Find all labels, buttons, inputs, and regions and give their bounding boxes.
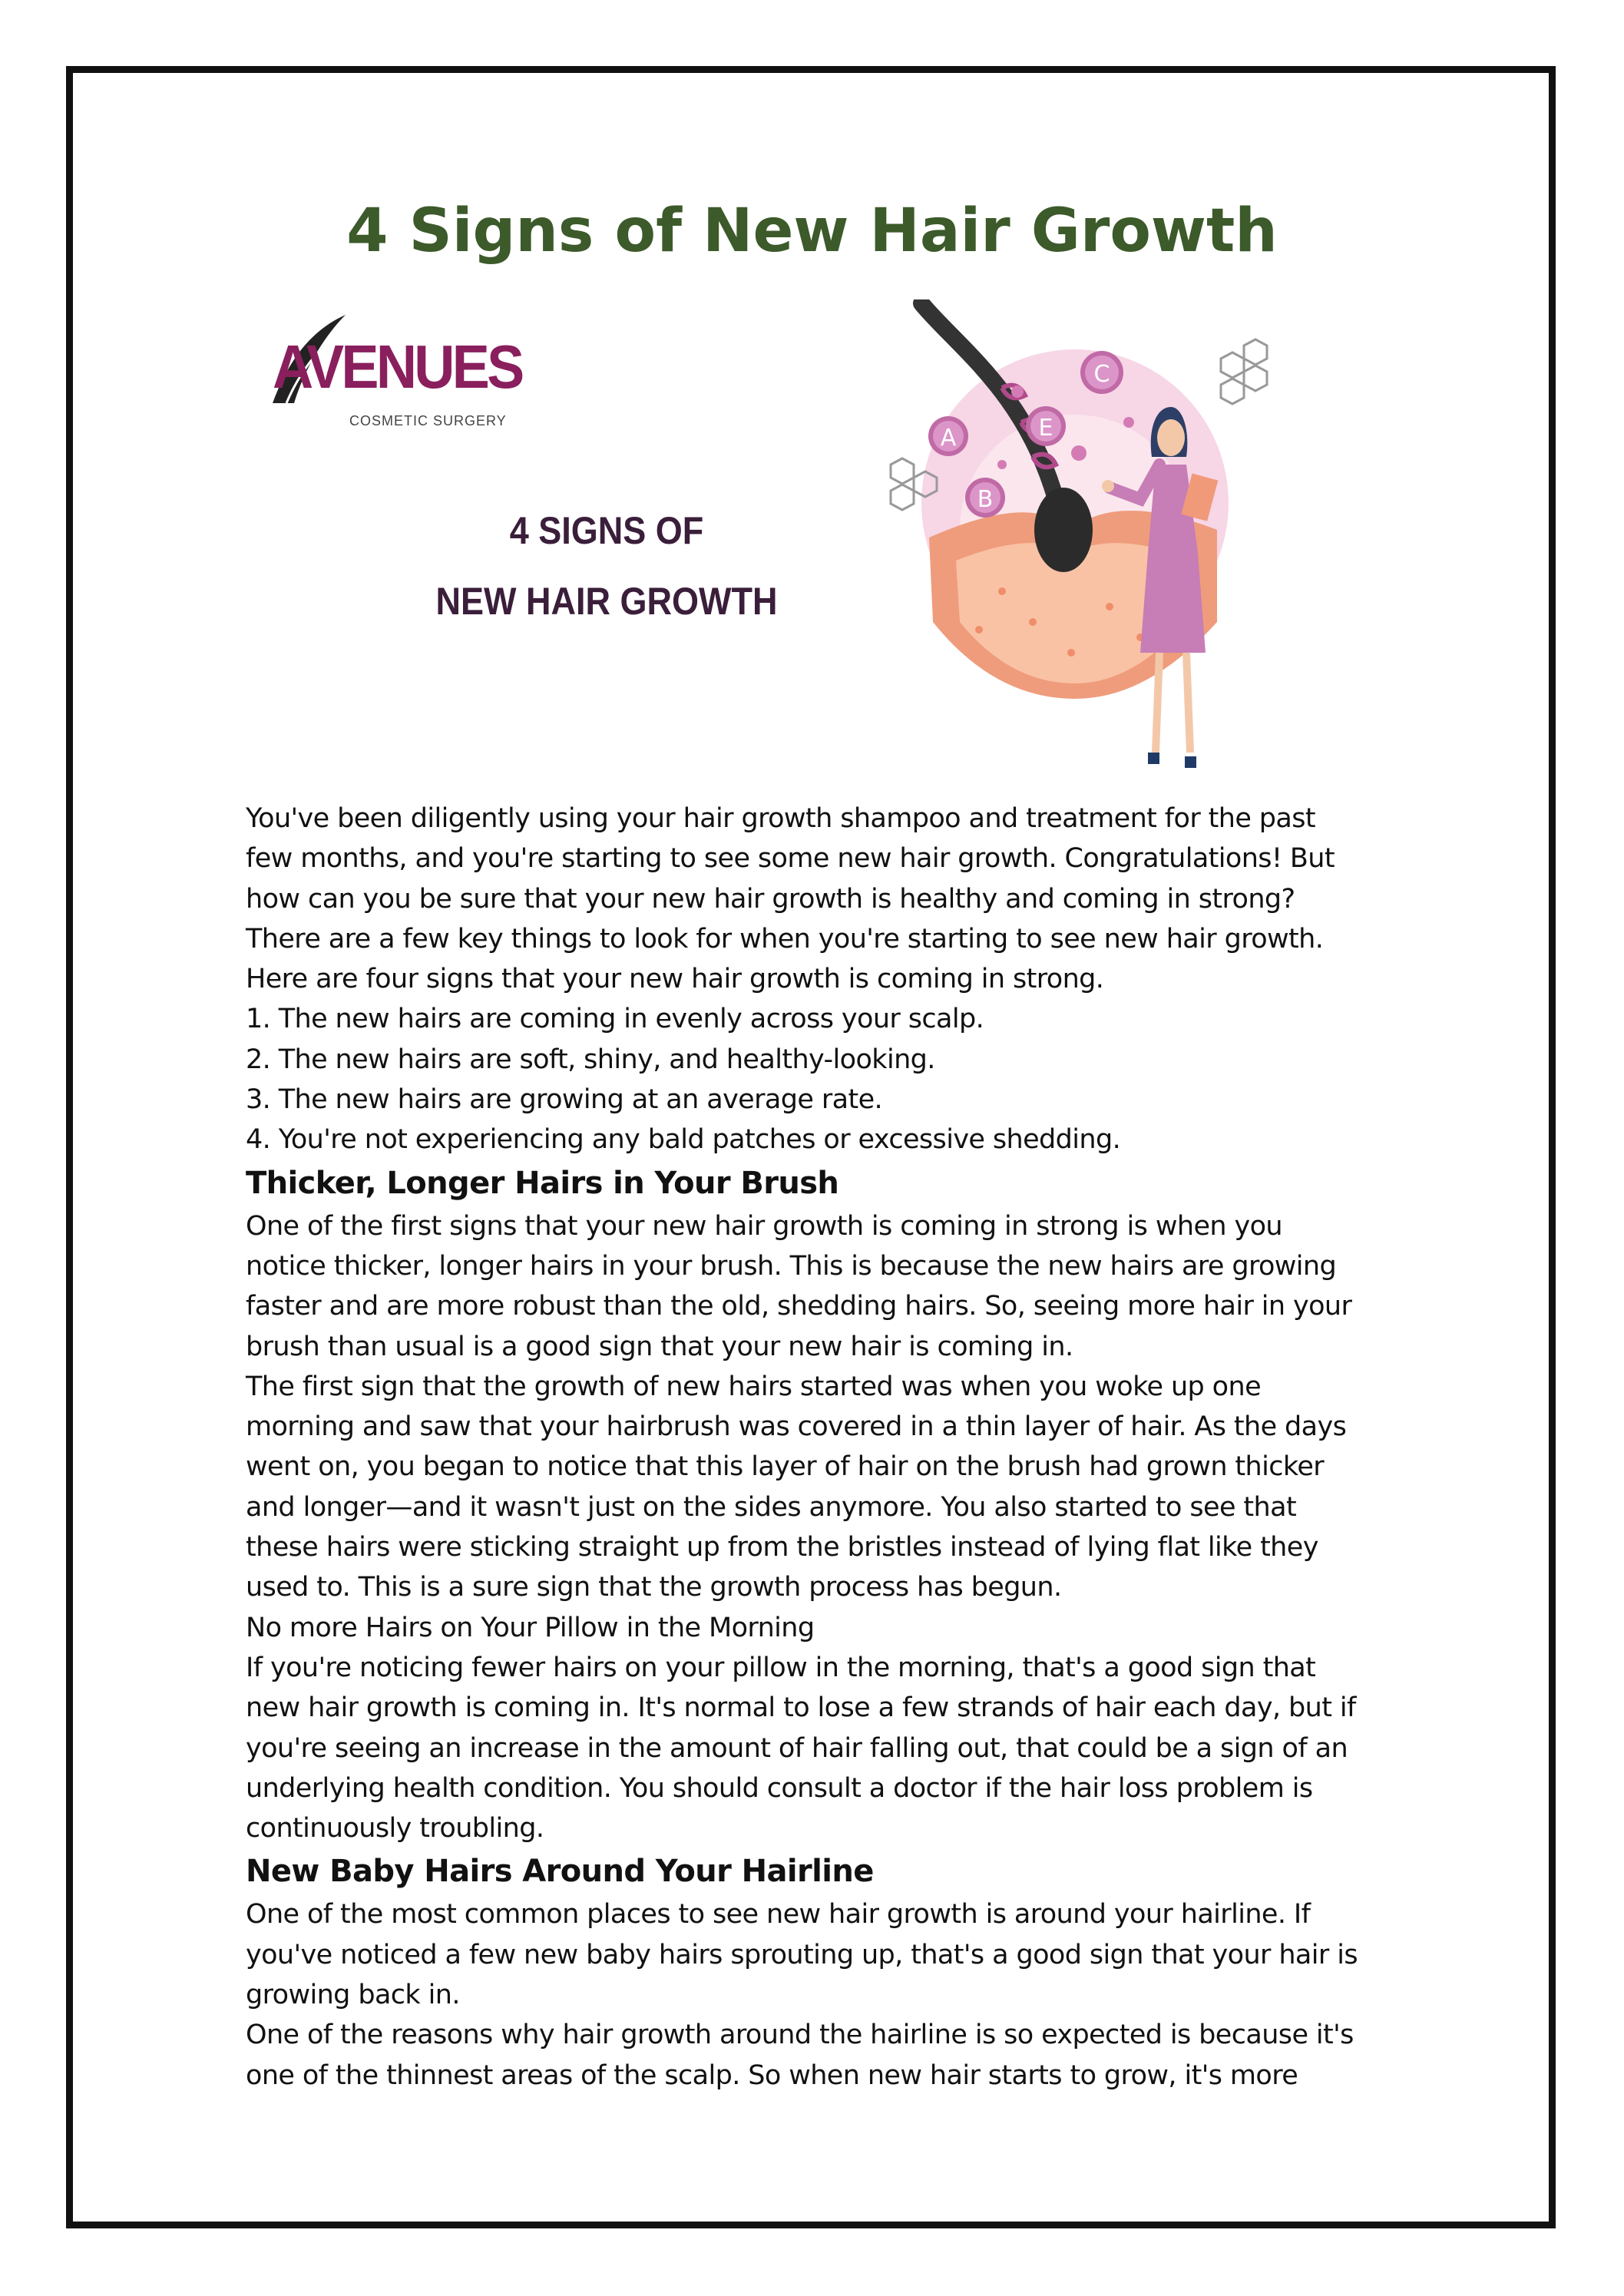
section-heading: New Baby Hairs Around Your Hairline: [246, 1854, 874, 1890]
list-item: 2. The new hairs are soft, shiny, and healthy-looking.: [246, 1044, 935, 1075]
body-line: you're seeing an increase in the amount of hair falling out, that could be a sign of an: [246, 1732, 1348, 1764]
body-line: continuously troubling.: [246, 1813, 544, 1844]
body-line: morning and saw that your hairbrush was covered in a thin layer of hair. As the days: [246, 1411, 1347, 1443]
body-line: how can you be sure that your new hair growth is healthy and coming in strong?: [246, 883, 1295, 915]
svg-text:A: A: [940, 425, 957, 452]
body-line: you've noticed a few new baby hairs sprouting up, that's a good sign that your hair is: [246, 1939, 1358, 1970]
body-line: underlying health condition. You should consult a doctor if the hair loss problem is: [246, 1772, 1313, 1804]
body-line: new hair growth is coming in. It's normal to lose a few strands of hair each day, but if: [246, 1692, 1356, 1724]
body-line: notice thicker, longer hairs in your brush. This is because the new hairs are growing: [246, 1250, 1337, 1282]
body-line: You've been diligently using your hair growth shampoo and treatment for the past: [246, 803, 1316, 834]
body-line: brush than usual is a good sign that your new hair is coming in.: [246, 1331, 1073, 1362]
body-line: There are a few key things to look for when you're starting to see new hair growth.: [246, 923, 1324, 954]
logo-text: AVENUES: [273, 332, 522, 401]
article-body: [246, 799, 1413, 2096]
body-line: Here are four signs that your new hair growth is coming in strong.: [246, 964, 1104, 995]
body-line: The first sign that the growth of new hairs started was when you woke up one: [246, 1371, 1262, 1402]
body-line: One of the first signs that your new hair growth is coming in strong is when you: [246, 1210, 1283, 1242]
list-item: 4. You're not experiencing any bald patches or excessive shedding.: [246, 1124, 1121, 1156]
svg-text:E: E: [1038, 415, 1053, 442]
body-line: one of the thinnest areas of the scalp. So when new hair starts to grow, it's more: [246, 2059, 1298, 2091]
body-line: One of the reasons why hair growth around the hairline is so expected is because it's: [246, 2020, 1354, 2051]
body-line: One of the most common places to see new hair growth is around your hairline. If: [246, 1899, 1311, 1930]
list-item: 3. The new hairs are growing at an average rate.: [246, 1084, 883, 1116]
banner-heading-line: 4 SIGNS OF: [509, 509, 704, 552]
body-line: No more Hairs on Your Pillow in the Morning: [246, 1612, 815, 1643]
body-line: went on, you began to notice that this layer of hair on the brush had grown thicker: [246, 1451, 1325, 1483]
body-line: used to. This is a sure sign that the growth process has begun.: [246, 1572, 1062, 1603]
svg-text:B: B: [977, 486, 994, 513]
body-line: faster and are more robust than the old, shedding hairs. So, seeing more hair in your: [246, 1291, 1352, 1322]
body-line: these hairs were sticking straight up from the bristles instead of lying flat like they: [246, 1532, 1318, 1563]
body-line: If you're noticing fewer hairs on your pillow in the morning, that's a good sign that: [246, 1652, 1316, 1683]
list-item: 1. The new hairs are coming in evenly across your scalp.: [246, 1004, 984, 1035]
banner-heading-line: NEW HAIR GROWTH: [435, 580, 778, 623]
section-heading: Thicker, Longer Hairs in Your Brush: [246, 1165, 839, 1201]
body-line: growing back in.: [246, 1980, 460, 2011]
body-line: and longer—and it wasn't just on the sides anymore. You also started to see that: [246, 1491, 1297, 1523]
banner-heading: [406, 495, 807, 637]
body-line: few months, and you're starting to see some new hair growth. Congratulations! But: [246, 843, 1335, 875]
logo-subtext: COSMETIC SURGERY: [349, 413, 507, 428]
page-title: 4 Signs of New Hair Growth: [346, 197, 1278, 266]
svg-text:C: C: [1093, 361, 1110, 388]
